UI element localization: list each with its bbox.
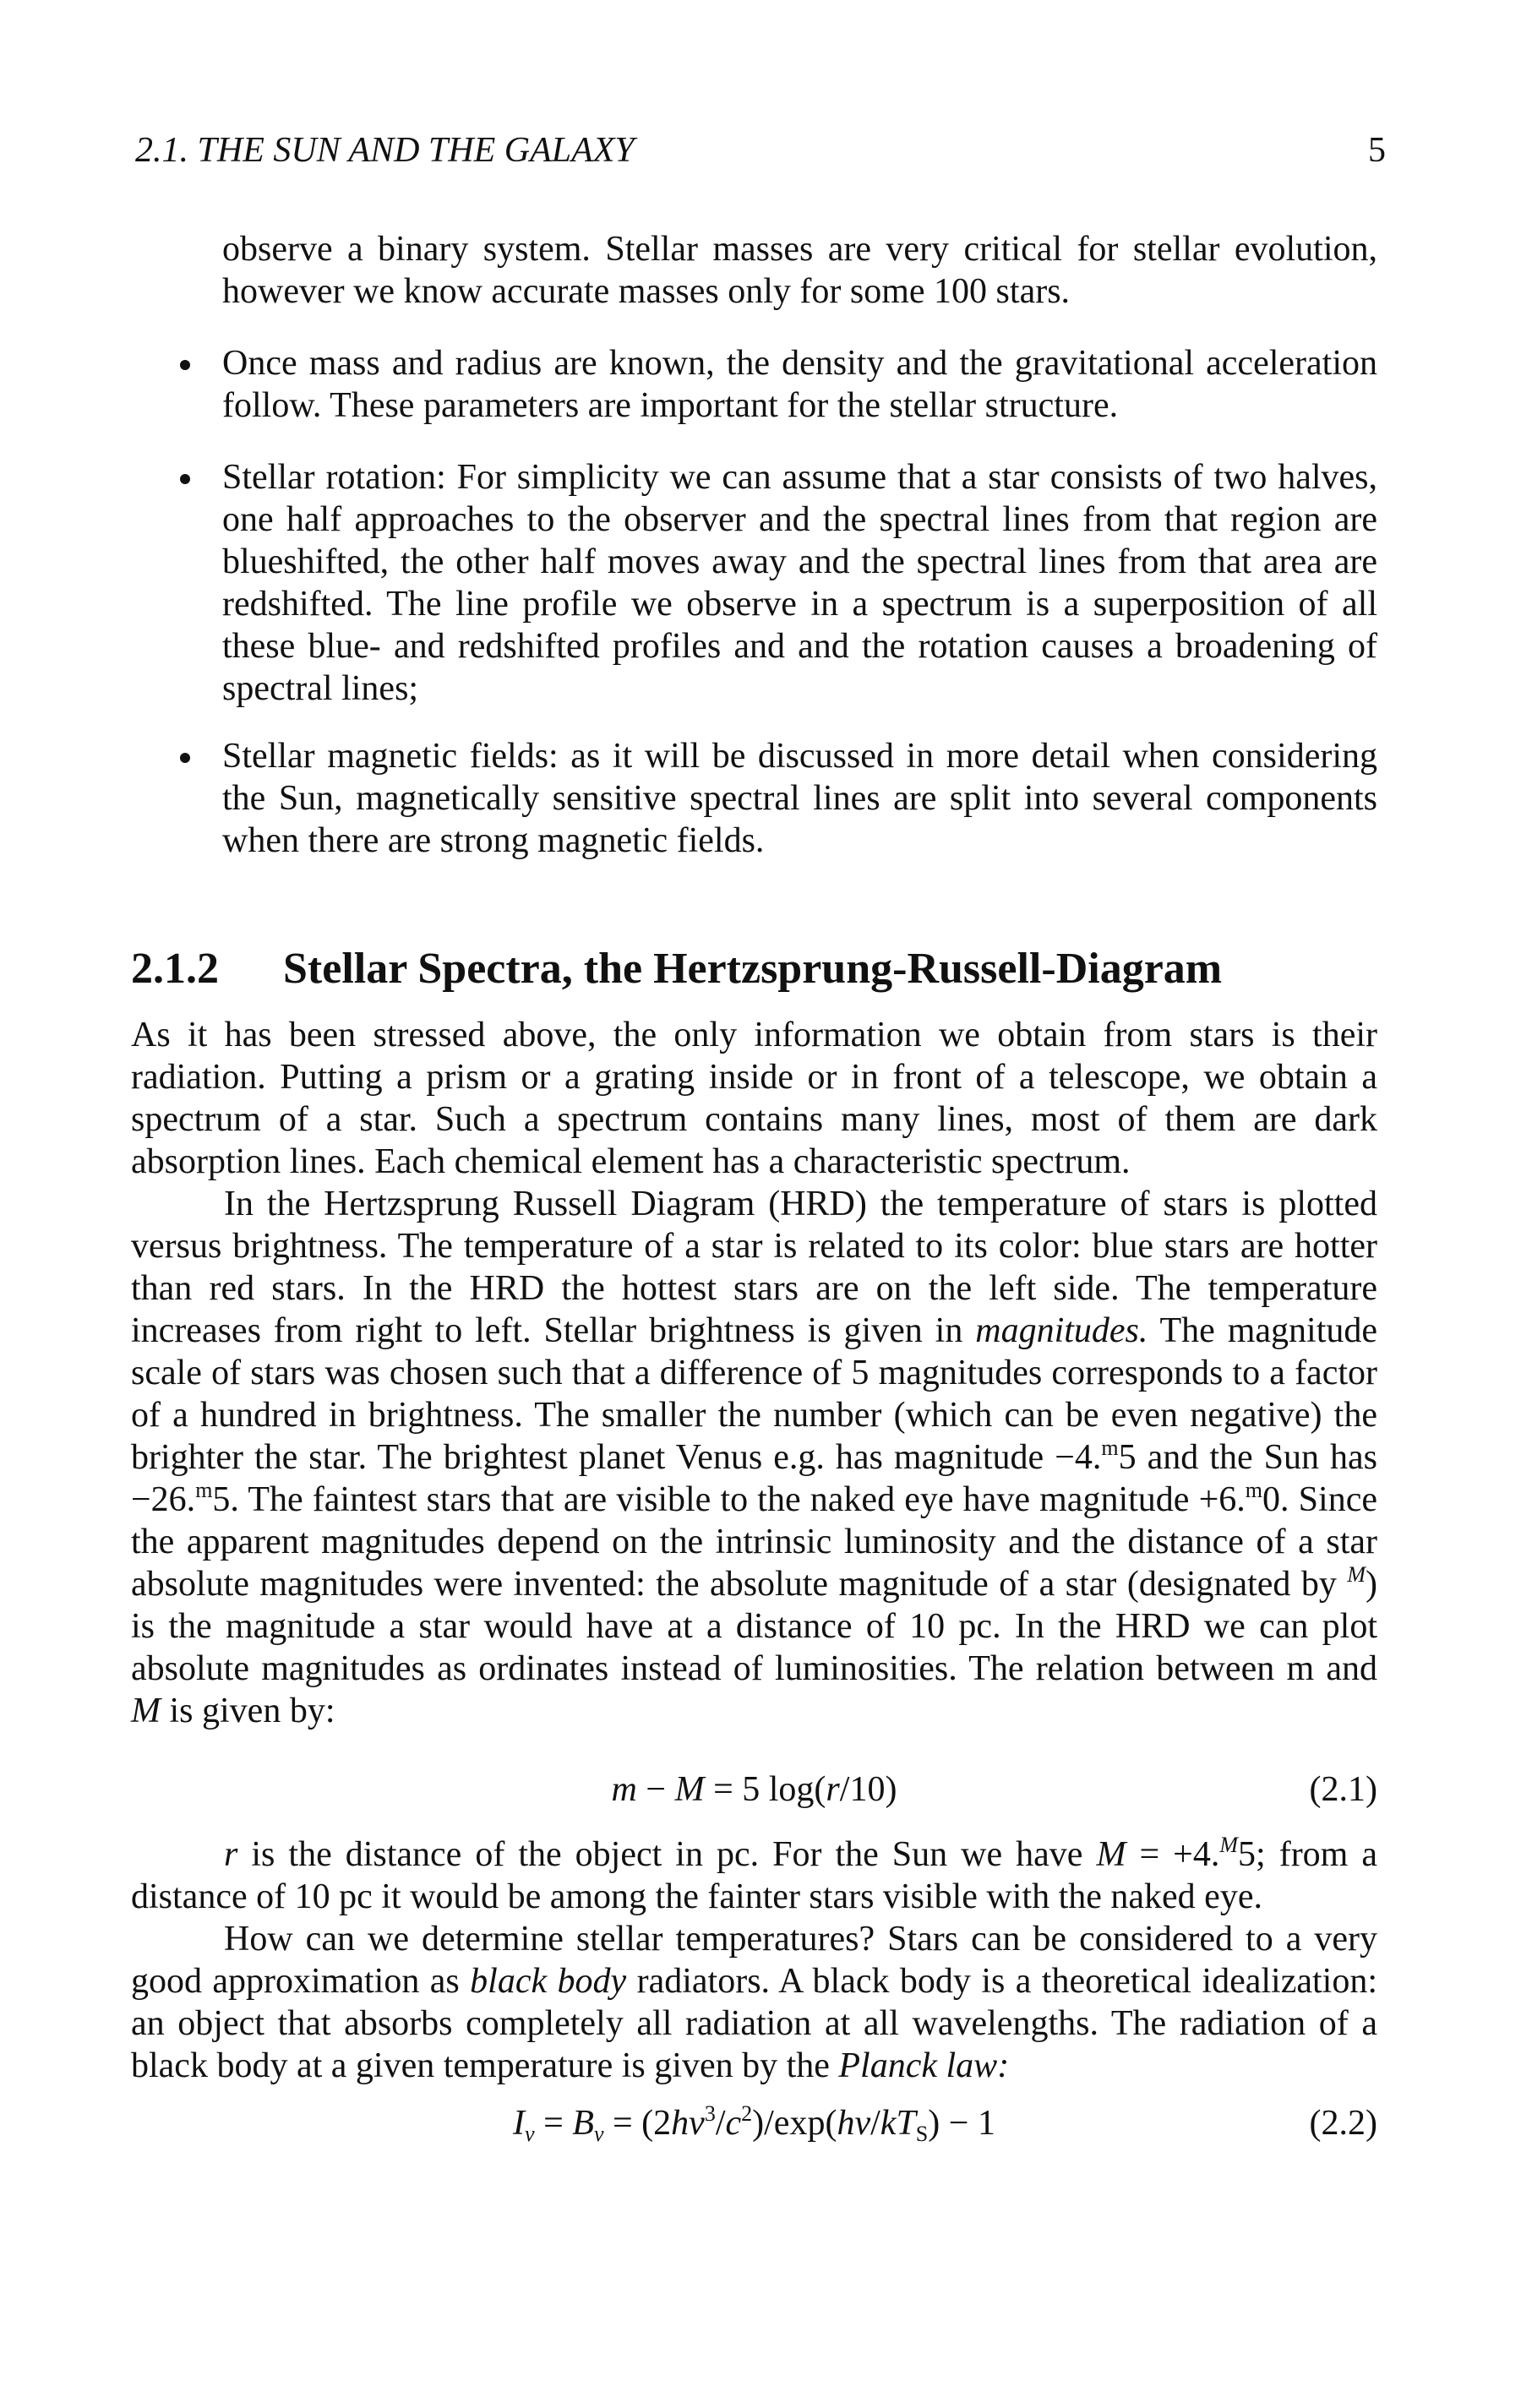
paragraph-3: r is the distance of the object in pc. For the Sun we have M = +4.$^M$5; from a distance of 10 pc it would be among the fainter stars visible with the naked eye. bbox=[131, 1833, 1378, 1916]
equation-number: (2.1) bbox=[1309, 1770, 1377, 1809]
equation-formula: $I_\nu = B_\nu = (2h\nu^3/c^2)/\exp(h\nu/kT_S) - 1$ bbox=[513, 2101, 995, 2146]
bullet-item bbox=[222, 735, 1377, 862]
bullet-text: Stellar rotation: For simplicity we can assume that a star consists of two halves, one half approaches to the observer and the spectral lines from that region are blueshifted, the other half moves away and the spectral lines from that area are redshifted. The line profile we observe in a spectrum is a superposition of all these blue- and redshifted profiles and and the rotation causes a broadening of spectral lines; bbox=[222, 458, 1377, 708]
bullet-icon bbox=[180, 474, 190, 484]
paragraph-4: How can we determine stellar temperatures? Stars can be considered to a very good approximation as black body radiators. A black body is a theoretical idealization: an object that absorbs completely all radiation at all wavelengths. The radiation of a black body at a given temperature is given by the Planck law: bbox=[131, 1920, 1378, 2085]
section-heading bbox=[131, 940, 1377, 999]
bullet-text: Once mass and radius are known, the density and the gravitational acceleration follow. These parameters are important for the stellar structure. bbox=[222, 344, 1377, 425]
bullet-icon bbox=[180, 753, 190, 763]
section-number: 2.1.2 bbox=[131, 945, 219, 993]
section-title: Stellar Spectra, the Hertzsprung-Russell-Diagram bbox=[283, 945, 1223, 993]
equation-2-1 bbox=[131, 1766, 1377, 1813]
bullet-item bbox=[222, 342, 1377, 427]
equation-2-2 bbox=[131, 2100, 1377, 2147]
running-title: 2.1. THE SUN AND THE GALAXY bbox=[135, 131, 635, 170]
page-number: 5 bbox=[1368, 131, 1386, 170]
equation-number: (2.2) bbox=[1309, 2104, 1377, 2143]
paragraph-1: As it has been stressed above, the only information we obtain from stars is their radiation. Putting a prism or a grating inside or in front of a telescope, we obtain a spectrum of a star. Such a spectrum contains many lines, most of them are dark absorption lines. Each chemical element has a characteristic spectrum. bbox=[131, 1016, 1377, 1181]
equation-formula: m − M = 5 log(r/10) bbox=[611, 1770, 897, 1809]
bullet-text: Stellar magnetic fields: as it will be discussed in more detail when considering the Sun, magnetically sensitive spectral lines are split into several components when there are strong magnetic fields. bbox=[222, 737, 1377, 860]
bullet-item bbox=[222, 456, 1377, 710]
running-header bbox=[135, 125, 1386, 176]
paragraph-2: In the Hertzsprung Russell Diagram (HRD) the temperature of stars is plotted versus brightness. The temperature of a star is related to its color: blue stars are hotter than red stars. In the HRD the hottest stars are on the left side. The temperature increases from right to left. Stellar brightness is given in magnitudes. The magnitude scale of stars was chosen such that a difference of 5 magnitudes corresponds to a factor of a hundred in brightness. The smaller the number (which can be even negative) the brighter the star. The brightest planet Venus e.g. has magnitude −4.$^m$5 and the Sun has −26.$^m$5. The faintest stars that are visible to the naked eye have magnitude +6.$^m$0. Since the apparent magnitudes depend on the intrinsic luminosity and the distance of a star absolute magnitudes were invented: the absolute magnitude of a star (designated by $^M$) is the magnitude a star would have at a distance of 10 pc. In the HRD we can plot absolute magnitudes as ordinates instead of luminosities. The relation between m and M is given by: bbox=[131, 1185, 1378, 1730]
continuation-text: observe a binary system. Stellar masses are very critical for stellar evolution, however we know accurate masses only for some 100 stars. bbox=[222, 230, 1377, 311]
bullet-icon bbox=[180, 360, 190, 370]
